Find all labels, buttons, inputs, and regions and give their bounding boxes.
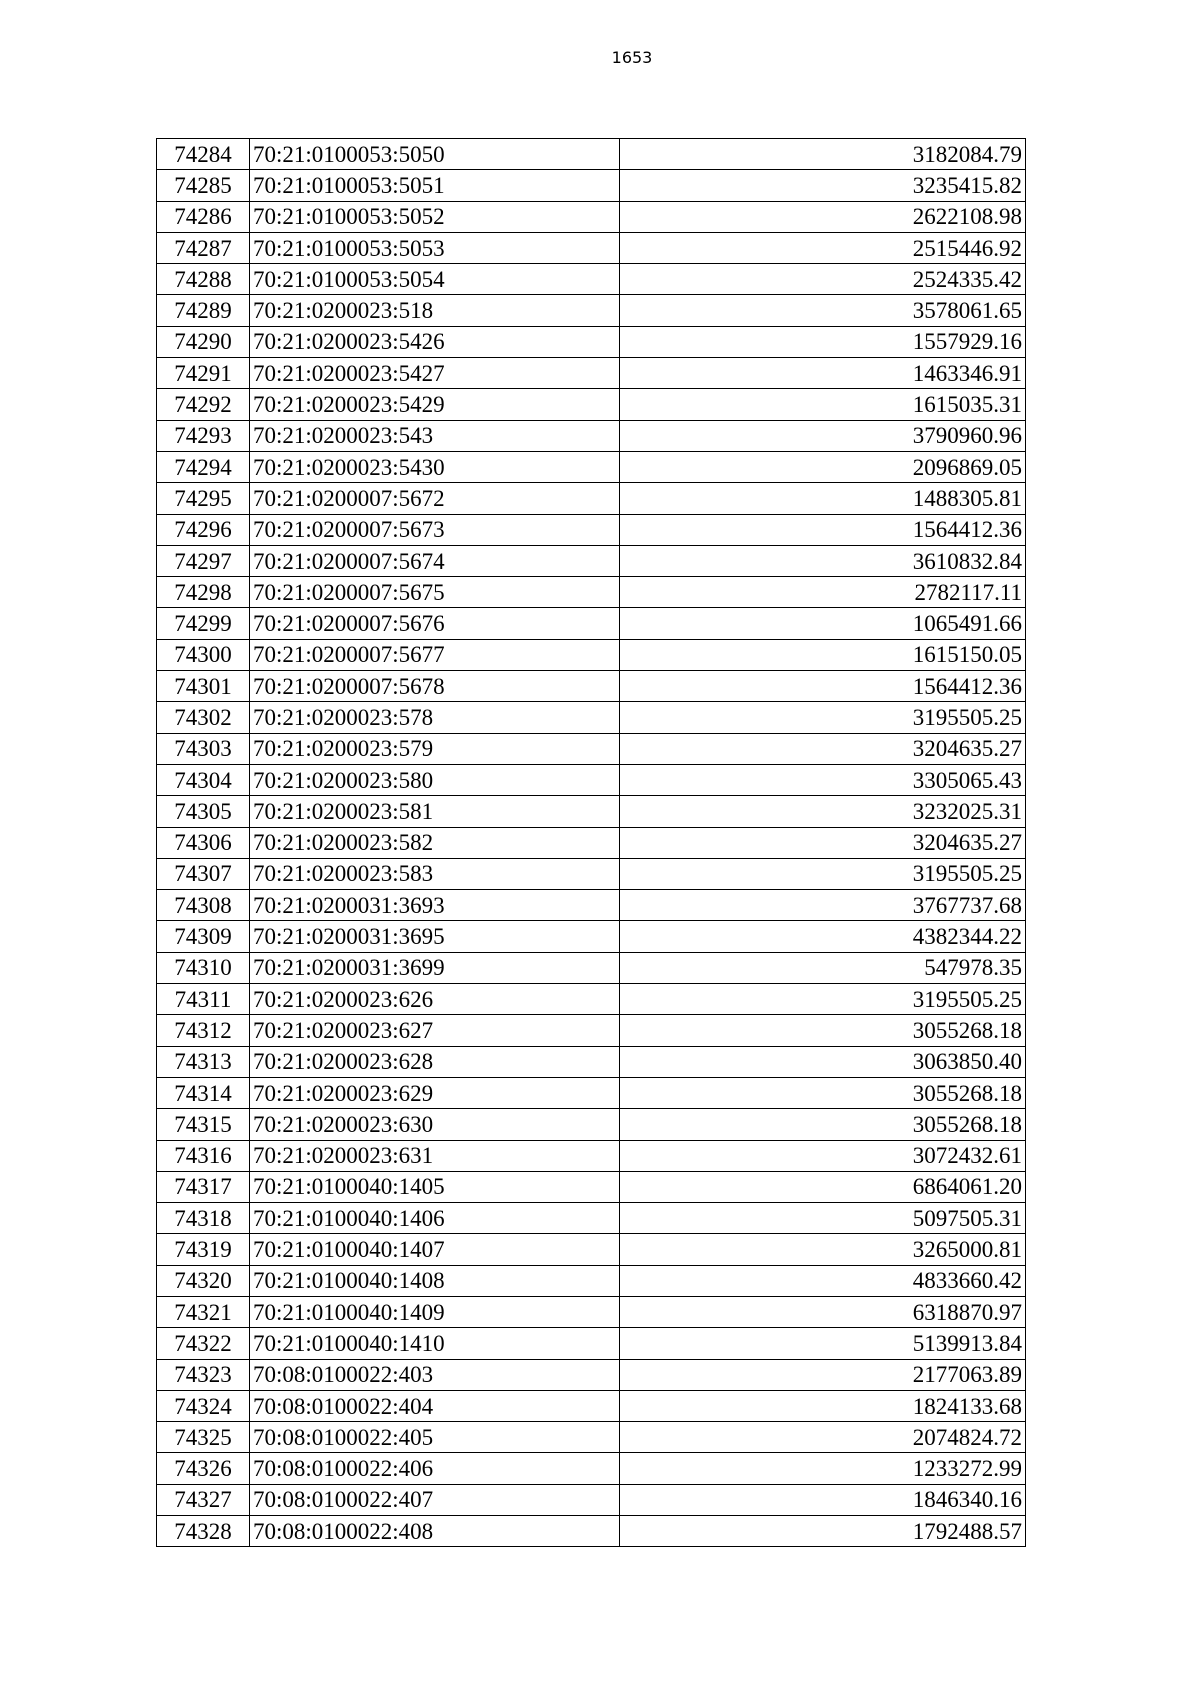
- cadastral-value-cell: 1846340.16: [620, 1484, 1026, 1515]
- cadastral-value-cell: 3055268.18: [620, 1077, 1026, 1108]
- cadastral-value-cell: 2622108.98: [620, 201, 1026, 232]
- cadastral-value-cell: 2515446.92: [620, 232, 1026, 263]
- row-number-cell: 74307: [157, 858, 250, 889]
- cadastral-value-cell: 3063850.40: [620, 1046, 1026, 1077]
- cadastral-number-cell: 70:21:0200023:631: [250, 1140, 620, 1171]
- cadastral-value-cell: 3195505.25: [620, 702, 1026, 733]
- cadastral-number-cell: 70:08:0100022:403: [250, 1359, 620, 1390]
- table-row: [157, 1453, 1026, 1484]
- cadastral-number-cell: 70:21:0100053:5052: [250, 201, 620, 232]
- row-number-cell: 74315: [157, 1109, 250, 1140]
- cadastral-value-cell: 1564412.36: [620, 514, 1026, 545]
- table-row: [157, 1328, 1026, 1359]
- row-number-cell: 74322: [157, 1328, 250, 1359]
- table-row: [157, 389, 1026, 420]
- cadastral-value-cell: 1564412.36: [620, 671, 1026, 702]
- row-number-cell: 74284: [157, 139, 250, 170]
- cadastral-number-cell: 70:21:0100053:5053: [250, 232, 620, 263]
- table-row: [157, 170, 1026, 201]
- table-row: [157, 545, 1026, 576]
- cadastral-value-cell: 1557929.16: [620, 326, 1026, 357]
- cadastral-number-cell: 70:21:0200023:583: [250, 858, 620, 889]
- row-number-cell: 74316: [157, 1140, 250, 1171]
- cadastral-value-cell: 3072432.61: [620, 1140, 1026, 1171]
- cadastral-number-cell: 70:21:0200007:5678: [250, 671, 620, 702]
- row-number-cell: 74290: [157, 326, 250, 357]
- row-number-cell: 74326: [157, 1453, 250, 1484]
- row-number-cell: 74313: [157, 1046, 250, 1077]
- row-number-cell: 74327: [157, 1484, 250, 1515]
- cadastral-number-cell: 70:21:0100040:1405: [250, 1171, 620, 1202]
- cadastral-number-cell: 70:21:0100053:5054: [250, 264, 620, 295]
- cadastral-value-cell: 1463346.91: [620, 358, 1026, 389]
- table-row: [157, 1390, 1026, 1421]
- table-row: [157, 326, 1026, 357]
- cadastral-value-cell: 1792488.57: [620, 1516, 1026, 1547]
- cadastral-value-cell: 547978.35: [620, 952, 1026, 983]
- cadastral-value-cell: 6318870.97: [620, 1296, 1026, 1327]
- table-row: [157, 796, 1026, 827]
- cadastral-number-cell: 70:21:0200023:626: [250, 984, 620, 1015]
- cadastral-value-cell: 3195505.25: [620, 858, 1026, 889]
- row-number-cell: 74314: [157, 1077, 250, 1108]
- cadastral-number-cell: 70:21:0100040:1408: [250, 1265, 620, 1296]
- table-row: [157, 827, 1026, 858]
- table-row: [157, 671, 1026, 702]
- row-number-cell: 74312: [157, 1015, 250, 1046]
- cadastral-value-cell: 1615150.05: [620, 639, 1026, 670]
- cadastral-number-cell: 70:21:0100040:1407: [250, 1234, 620, 1265]
- table-row: [157, 1203, 1026, 1234]
- table-row: [157, 858, 1026, 889]
- cadastral-value-cell: 5097505.31: [620, 1203, 1026, 1234]
- row-number-cell: 74310: [157, 952, 250, 983]
- cadastral-number-cell: 70:21:0200007:5673: [250, 514, 620, 545]
- row-number-cell: 74300: [157, 639, 250, 670]
- table-row: [157, 201, 1026, 232]
- table-row: [157, 890, 1026, 921]
- table-row: [157, 1422, 1026, 1453]
- cadastral-number-cell: 70:08:0100022:408: [250, 1516, 620, 1547]
- cadastral-number-cell: 70:21:0200023:581: [250, 796, 620, 827]
- cadastral-value-cell: 3195505.25: [620, 984, 1026, 1015]
- table-row: [157, 639, 1026, 670]
- cadastral-number-cell: 70:21:0200007:5676: [250, 608, 620, 639]
- cadastral-number-cell: 70:08:0100022:406: [250, 1453, 620, 1484]
- cadastral-number-cell: 70:21:0200023:579: [250, 733, 620, 764]
- table-row: [157, 1109, 1026, 1140]
- row-number-cell: 74324: [157, 1390, 250, 1421]
- cadastral-value-cell: 3610832.84: [620, 545, 1026, 576]
- table-row: [157, 1265, 1026, 1296]
- row-number-cell: 74285: [157, 170, 250, 201]
- table-row: [157, 139, 1026, 170]
- table-row: [157, 608, 1026, 639]
- cadastral-number-cell: 70:21:0200007:5677: [250, 639, 620, 670]
- cadastral-number-cell: 70:21:0200023:627: [250, 1015, 620, 1046]
- row-number-cell: 74328: [157, 1516, 250, 1547]
- row-number-cell: 74296: [157, 514, 250, 545]
- cadastral-number-cell: 70:21:0200023:5430: [250, 451, 620, 482]
- cadastral-value-cell: 3182084.79: [620, 139, 1026, 170]
- row-number-cell: 74319: [157, 1234, 250, 1265]
- cadastral-value-cell: 1615035.31: [620, 389, 1026, 420]
- cadastral-number-cell: 70:21:0200007:5674: [250, 545, 620, 576]
- cadastral-number-cell: 70:21:0200023:628: [250, 1046, 620, 1077]
- table-row: [157, 1077, 1026, 1108]
- cadastral-value-cell: 6864061.20: [620, 1171, 1026, 1202]
- table-row: [157, 264, 1026, 295]
- cadastral-number-cell: 70:08:0100022:405: [250, 1422, 620, 1453]
- cadastral-value-cell: 2074824.72: [620, 1422, 1026, 1453]
- row-number-cell: 74299: [157, 608, 250, 639]
- cadastral-value-cell: 3235415.82: [620, 170, 1026, 201]
- table-row: [157, 702, 1026, 733]
- table-row: [157, 420, 1026, 451]
- cadastral-value-cell: 3055268.18: [620, 1015, 1026, 1046]
- cadastral-number-cell: 70:21:0200023:5426: [250, 326, 620, 357]
- cadastral-number-cell: 70:08:0100022:407: [250, 1484, 620, 1515]
- row-number-cell: 74325: [157, 1422, 250, 1453]
- row-number-cell: 74308: [157, 890, 250, 921]
- row-number-cell: 74291: [157, 358, 250, 389]
- cadastral-value-table: [156, 138, 1026, 1547]
- table-row: [157, 483, 1026, 514]
- table-row: [157, 451, 1026, 482]
- table-body: [157, 139, 1026, 1547]
- cadastral-number-cell: 70:21:0200023:5427: [250, 358, 620, 389]
- cadastral-number-cell: 70:21:0200031:3693: [250, 890, 620, 921]
- table-row: [157, 921, 1026, 952]
- table-row: [157, 1234, 1026, 1265]
- row-number-cell: 74317: [157, 1171, 250, 1202]
- cadastral-value-cell: 1233272.99: [620, 1453, 1026, 1484]
- row-number-cell: 74292: [157, 389, 250, 420]
- row-number-cell: 74323: [157, 1359, 250, 1390]
- table-row: [157, 764, 1026, 795]
- cadastral-number-cell: 70:21:0200023:543: [250, 420, 620, 451]
- table-row: [157, 1140, 1026, 1171]
- cadastral-number-cell: 70:21:0200023:5429: [250, 389, 620, 420]
- table-row: [157, 1516, 1026, 1547]
- cadastral-value-cell: 1488305.81: [620, 483, 1026, 514]
- row-number-cell: 74289: [157, 295, 250, 326]
- row-number-cell: 74287: [157, 232, 250, 263]
- cadastral-value-cell: 3305065.43: [620, 764, 1026, 795]
- row-number-cell: 74301: [157, 671, 250, 702]
- cadastral-number-cell: 70:21:0100040:1406: [250, 1203, 620, 1234]
- row-number-cell: 74318: [157, 1203, 250, 1234]
- row-number-cell: 74305: [157, 796, 250, 827]
- cadastral-value-cell: 3265000.81: [620, 1234, 1026, 1265]
- cadastral-number-cell: 70:21:0200031:3699: [250, 952, 620, 983]
- row-number-cell: 74302: [157, 702, 250, 733]
- row-number-cell: 74309: [157, 921, 250, 952]
- cadastral-number-cell: 70:21:0200023:518: [250, 295, 620, 326]
- table-row: [157, 1296, 1026, 1327]
- cadastral-value-cell: 3232025.31: [620, 796, 1026, 827]
- row-number-cell: 74306: [157, 827, 250, 858]
- row-number-cell: 74303: [157, 733, 250, 764]
- cadastral-number-cell: 70:21:0100040:1410: [250, 1328, 620, 1359]
- row-number-cell: 74321: [157, 1296, 250, 1327]
- cadastral-value-cell: 2782117.11: [620, 577, 1026, 608]
- cadastral-value-cell: 2096869.05: [620, 451, 1026, 482]
- row-number-cell: 74293: [157, 420, 250, 451]
- cadastral-number-cell: 70:21:0200023:578: [250, 702, 620, 733]
- cadastral-number-cell: 70:21:0200007:5672: [250, 483, 620, 514]
- cadastral-value-cell: 3578061.65: [620, 295, 1026, 326]
- cadastral-value-cell: 3204635.27: [620, 733, 1026, 764]
- row-number-cell: 74311: [157, 984, 250, 1015]
- table-row: [157, 1359, 1026, 1390]
- cadastral-value-cell: 4833660.42: [620, 1265, 1026, 1296]
- cadastral-number-cell: 70:21:0100040:1409: [250, 1296, 620, 1327]
- row-number-cell: 74288: [157, 264, 250, 295]
- cadastral-number-cell: 70:21:0200023:629: [250, 1077, 620, 1108]
- cadastral-number-cell: 70:21:0200007:5675: [250, 577, 620, 608]
- table-row: [157, 1046, 1026, 1077]
- cadastral-number-cell: 70:21:0200031:3695: [250, 921, 620, 952]
- row-number-cell: 74320: [157, 1265, 250, 1296]
- cadastral-value-cell: 2177063.89: [620, 1359, 1026, 1390]
- table-row: [157, 1015, 1026, 1046]
- table-row: [157, 984, 1026, 1015]
- row-number-cell: 74295: [157, 483, 250, 514]
- row-number-cell: 74304: [157, 764, 250, 795]
- cadastral-value-cell: 1824133.68: [620, 1390, 1026, 1421]
- table-row: [157, 295, 1026, 326]
- table-row: [157, 1484, 1026, 1515]
- row-number-cell: 74297: [157, 545, 250, 576]
- cadastral-value-cell: 3055268.18: [620, 1109, 1026, 1140]
- cadastral-value-cell: 3204635.27: [620, 827, 1026, 858]
- row-number-cell: 74286: [157, 201, 250, 232]
- table-row: [157, 514, 1026, 545]
- cadastral-value-cell: 4382344.22: [620, 921, 1026, 952]
- cadastral-value-cell: 1065491.66: [620, 608, 1026, 639]
- table-row: [157, 733, 1026, 764]
- table-row: [157, 1171, 1026, 1202]
- cadastral-value-cell: 3767737.68: [620, 890, 1026, 921]
- cadastral-number-cell: 70:08:0100022:404: [250, 1390, 620, 1421]
- table-row: [157, 952, 1026, 983]
- page-number: 1653: [611, 48, 653, 67]
- cadastral-number-cell: 70:21:0200023:582: [250, 827, 620, 858]
- cadastral-value-cell: 3790960.96: [620, 420, 1026, 451]
- cadastral-number-cell: 70:21:0100053:5050: [250, 139, 620, 170]
- cadastral-value-cell: 2524335.42: [620, 264, 1026, 295]
- table-row: [157, 358, 1026, 389]
- cadastral-number-cell: 70:21:0200023:630: [250, 1109, 620, 1140]
- cadastral-value-cell: 5139913.84: [620, 1328, 1026, 1359]
- row-number-cell: 74294: [157, 451, 250, 482]
- cadastral-number-cell: 70:21:0100053:5051: [250, 170, 620, 201]
- cadastral-number-cell: 70:21:0200023:580: [250, 764, 620, 795]
- row-number-cell: 74298: [157, 577, 250, 608]
- table-row: [157, 577, 1026, 608]
- table-row: [157, 232, 1026, 263]
